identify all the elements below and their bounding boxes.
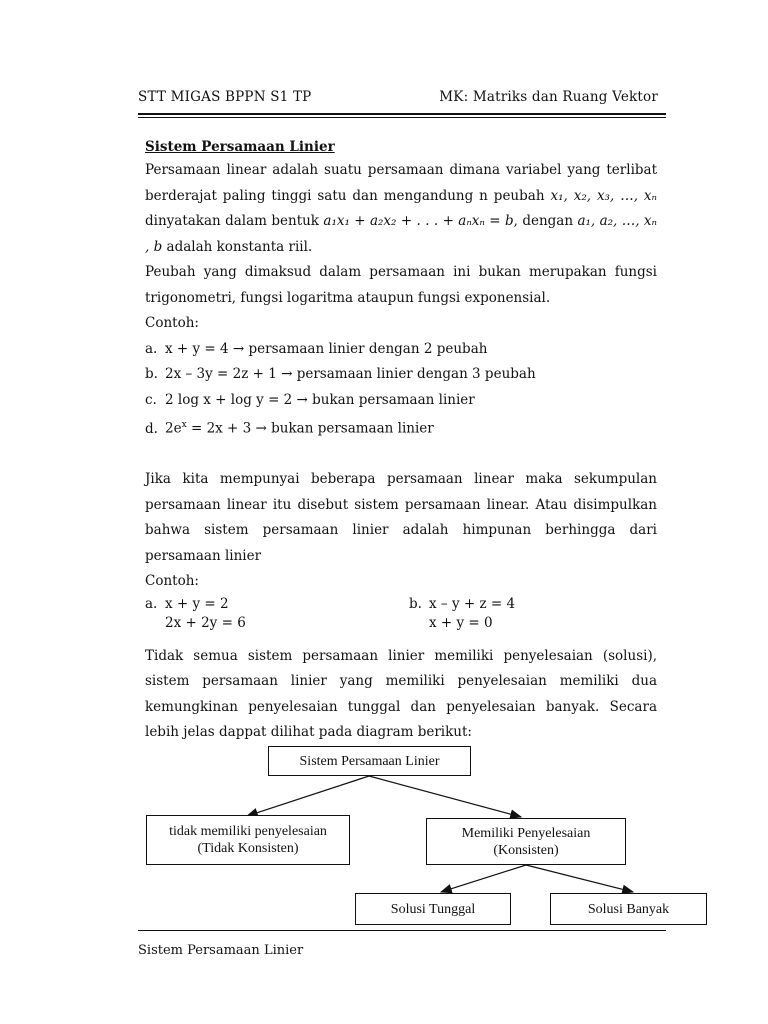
- diagram-inconsistent-box: [146, 815, 350, 865]
- contoh-label-1: Contoh:: [145, 315, 199, 331]
- example-text: x + y = 4 → persamaan linier dengan 2 peubah: [165, 340, 488, 357]
- paragraph-system: Jika kita mempunyai beberapa persamaan linear maka sekumpulan persamaan linear itu disebut sistem persamaan linear. Atau disimpulkan bahwa sistem persamaan linier adalah himpunan berhingga dari persamaan linier: [145, 471, 657, 564]
- def-formula: a₁x₁ + a₂x₂ + . . . + aₙxₙ = b: [323, 213, 514, 229]
- example-text-post: = 2x + 3 → bukan persamaan linier: [186, 420, 434, 437]
- diagram-root-box: [268, 746, 471, 776]
- example-mark: a.: [145, 340, 158, 357]
- def-line-3: dinyatakan dalam bentuk: [145, 213, 324, 229]
- footer-rule: [138, 930, 666, 931]
- def-line-1: Persamaan linear adalah suatu persamaan dimana variabel yang terlibat: [145, 162, 657, 178]
- header-left: STT MIGAS BPPN S1 TP: [138, 89, 312, 105]
- equation: x – y + z = 4: [429, 595, 516, 612]
- diagram-inconsistent-line2: (Tidak Konsisten): [197, 841, 299, 856]
- def-variables: x₁, x₂, x₃, …, xₙ: [550, 187, 657, 204]
- diagram-inconsistent-line1: tidak memiliki penyelesaian: [169, 824, 327, 839]
- example-mark: a.: [145, 595, 158, 612]
- arrow-root-left: [247, 776, 369, 816]
- def-line-4: adalah konstanta riil.: [166, 238, 313, 255]
- arrow-right-leaf2: [526, 865, 633, 892]
- example-text-pre: 2e: [165, 420, 182, 437]
- diagram-consistent-line1: Memiliki Penyelesaian: [461, 825, 591, 841]
- diagram-consistent-box: [426, 818, 626, 865]
- example-text: 2 log x + log y = 2 → bukan persamaan linier: [165, 391, 475, 408]
- diagram-consistent-line2: (Konsisten): [493, 842, 559, 858]
- example-mark: b.: [409, 595, 422, 612]
- contoh-label-2: Contoh:: [145, 573, 199, 589]
- example-mark: b.: [145, 366, 158, 382]
- paragraph-peubah: Peubah yang dimaksud dalam persamaan ini bukan merupakan fungsi trigonometri, fungsi logaritma ataupun fungsi exponensial.: [145, 264, 657, 306]
- equation: 2x + 2y = 6: [165, 614, 246, 631]
- equation: x + y = 0: [429, 614, 493, 631]
- example-text: 2x – 3y = 2z + 1 → persamaan linier dengan 3 peubah: [165, 366, 536, 382]
- section-title: Sistem Persamaan Linier: [145, 139, 335, 155]
- paragraph-solutions: Tidak semua sistem persamaan linier memiliki penyelesaian (solusi), sistem persamaan linier yang memiliki penyelesaian memiliki dua kemungkinan penyelesaian tunggal dan penyelesaian banyak. Secara lebih jelas dappat dilihat pada diagram berikut:: [145, 647, 657, 740]
- diagram-many-solutions-box: [550, 893, 707, 925]
- example-mark: d.: [145, 420, 158, 437]
- diagram-many-solutions-label: Solusi Banyak: [587, 901, 670, 917]
- footer-text: Sistem Persamaan Linier: [138, 943, 304, 958]
- def-line-2: berderajat paling tinggi satu dan mengandung n peubah: [145, 187, 551, 204]
- diagram-root-label: Sistem Persamaan Linier: [299, 753, 440, 769]
- diagram-single-solution-box: [355, 893, 511, 925]
- arrow-right-leaf1: [441, 865, 526, 892]
- def-with: , dengan: [513, 213, 578, 229]
- def-coefficients: a₁, a₂, …, xₙ , b: [145, 213, 657, 255]
- header-right: MK: Matriks dan Ruang Vektor: [439, 89, 658, 105]
- diagram-single-solution-label: Solusi Tunggal: [390, 901, 476, 917]
- arrow-root-right: [369, 776, 521, 817]
- equation: x + y = 2: [165, 595, 229, 612]
- example-mark: c.: [145, 391, 157, 408]
- example-superscript: x: [181, 420, 187, 430]
